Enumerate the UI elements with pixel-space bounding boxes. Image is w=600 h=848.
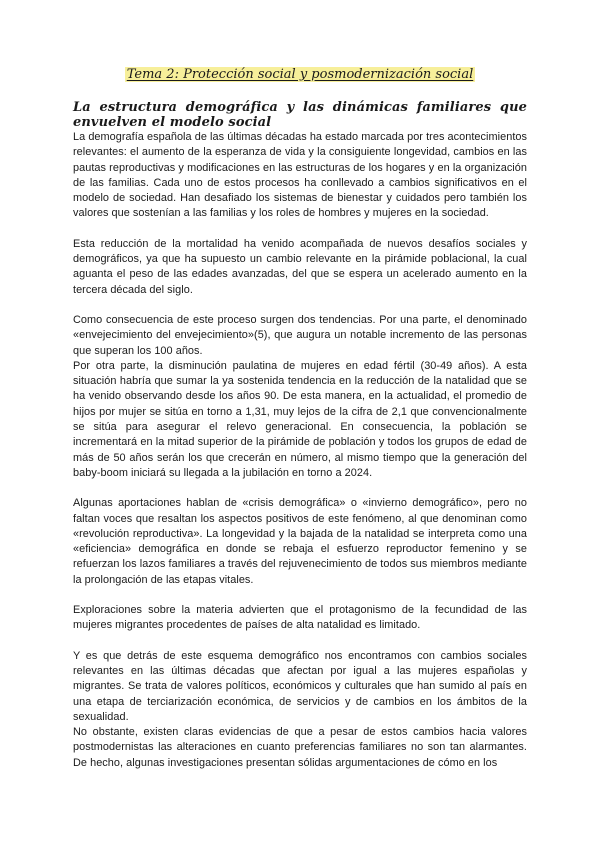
- paragraph-2: Esta reducción de la mortalidad ha venido acompañada de nuevos desafíos sociales y demográficos, ya que ha supuesto un cambio relevante en la pirámide poblacional, la cual aguanta el peso de las edades avanzadas, del que se espera un acelerado aumento en la tercera década del siglo.: [73, 237, 527, 296]
- paragraph-gap: [73, 481, 527, 496]
- paragraph-6: Exploraciones sobre la materia advierten que el protagonismo de la fecundidad de las mujeres migrantes procedentes de países de alta natalidad es limitado.: [73, 604, 527, 632]
- paragraph-4: Por otra parte, la disminución paulatina de mujeres en edad fértil (30-49 años). A esta situación habría que sumar la ya sostenida tendencia en la reducción de la natalidad que se ha venido observando desde los años 90. De esta manera, en la actualidad, el promedio de hijos por mujer se sitúa en torno a 1,31, muy lejos de la cifra de 2,1 que convencionalmente se sitúa para asegurar el relevo generacional. En consecuencia, la población se incrementará en la mitad superior de la pirámide de población y todos los grupos de edad de más de 50 años serán los que crecerán en número, al mismo tiempo que la generación del baby-boom iniciará su llegada a la jubilación en torno a 2024.: [73, 359, 527, 479]
- paragraph-gap: [73, 298, 527, 313]
- paragraph-8: No obstante, existen claras evidencias de que a pesar de estos cambios hacia valores postmodernistas las alteraciones en cuanto preferencias familiares no son tan alarmantes. De hecho, algunas investigaciones presentan sólidas argumentaciones de cómo en los: [73, 726, 527, 769]
- paragraph-1: La demografía española de las últimas décadas ha estado marcada por tres acontecimientos relevantes: el aumento de la esperanza de vida y la consiguiente longevidad, cambios en las pautas reproductivas y modificaciones en las estructuras de los hogares y en la organización de las familias. Cada uno de estos procesos ha conllevado a cambios significativos en el modelo de sociedad. Han desafiado los sistemas de bienestar y cuidados pero también los valores que sostenían a las familias y los roles de hombres y mujeres en la sociedad.: [73, 131, 527, 220]
- paragraph-gap: [73, 588, 527, 603]
- paragraph-gap: [73, 222, 527, 237]
- paragraph-gap: [73, 634, 527, 649]
- paragraph-5: Algunas aportaciones hablan de «crisis demográfica» o «invierno demográfico», pero no faltan voces que resaltan los aspectos positivos de este fenómeno, al que denominan como «revolución reproductiva». La longevidad y la bajada de la natalidad se interpreta como una «eficiencia» demográfica en donde se rebaja el esfuerzo reproductor femenino y se refuerzan los lazos familiares a través del rejuvenecimiento de todos sus miembros mediante la prolongación de las etapas vitales.: [73, 497, 527, 586]
- document-page: [73, 66, 527, 771]
- paragraph-3: Como consecuencia de este proceso surgen dos tendencias. Por una parte, el denominado «envejecimiento del envejecimiento»(5), que augura un notable incremento de las personas que superan los 100 años.: [73, 313, 527, 357]
- section-heading: La estructura demográfica y las dinámicas familiares que envuelven el modelo social: [73, 100, 527, 130]
- paragraph-7: Y es que detrás de este esquema demográfico nos encontramos con cambios sociales relevantes en las últimas décadas que afectan por igual a las mujeres españolas y migrantes. Se trata de valores políticos, económicos y culturales que han sumido al país en una etapa de terciarización económica, de servicios y de cambios en los ámbitos de la sexualidad.: [73, 649, 527, 723]
- title-highlight: Tema 2: Protección social y posmodernización social: [126, 67, 474, 82]
- document-title: [73, 66, 527, 84]
